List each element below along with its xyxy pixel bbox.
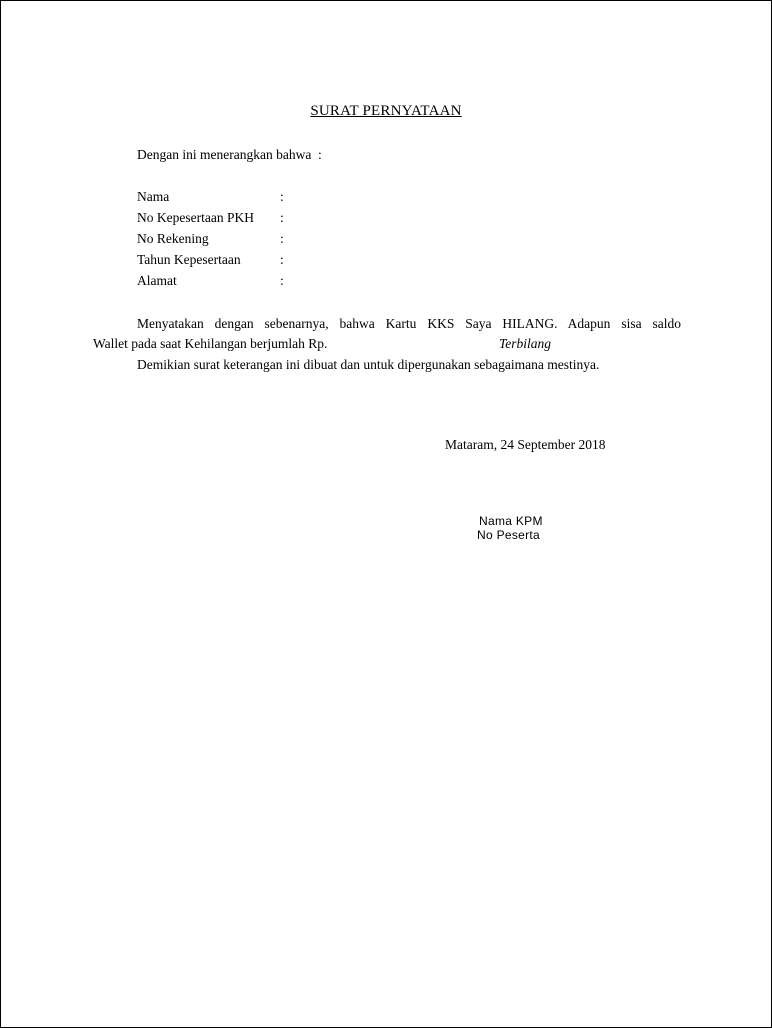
field-colon: : [280, 231, 284, 246]
intro-text: Dengan ini menerangkan bahwa : [137, 147, 322, 162]
field-colon: : [280, 252, 284, 267]
field-label-no-kepesertaan-pkh: No Kepesertaan PKH [137, 210, 254, 225]
document-title: SURAT PERNYATAAN [310, 103, 462, 119]
statement-line-2: Wallet pada saat Kehilangan berjumlah Rp. [93, 336, 328, 351]
closing-statement: Demikian surat keterangan ini dibuat dan untuk dipergunakan sebagaimana mestinya. [137, 357, 600, 372]
field-colon: : [280, 273, 284, 288]
place-date: Mataram, 24 September 2018 [445, 437, 606, 452]
field-label-nama: Nama [137, 189, 170, 204]
field-row-nama [137, 190, 457, 211]
field-colon: : [280, 210, 284, 225]
field-label-alamat: Alamat [137, 273, 177, 288]
identity-fields [137, 190, 457, 295]
field-row-tahun-kepesertaan [137, 253, 457, 274]
statement-line-1: Menyatakan dengan sebenarnya, bahwa Kartu KKS Saya HILANG. Adapun sisa saldo [137, 316, 681, 331]
signature-number: No Peserta [477, 528, 541, 542]
field-row-alamat [137, 274, 457, 295]
terbilang-label: Terbilang [499, 336, 552, 351]
field-colon: : [280, 189, 284, 204]
field-label-tahun-kepesertaan: Tahun Kepesertaan [137, 252, 241, 267]
field-row-no-rekening [137, 232, 457, 253]
signature-name: Nama KPM [479, 514, 543, 528]
field-label-no-rekening: No Rekening [137, 231, 209, 246]
field-row-no-kepesertaan-pkh [137, 211, 457, 232]
